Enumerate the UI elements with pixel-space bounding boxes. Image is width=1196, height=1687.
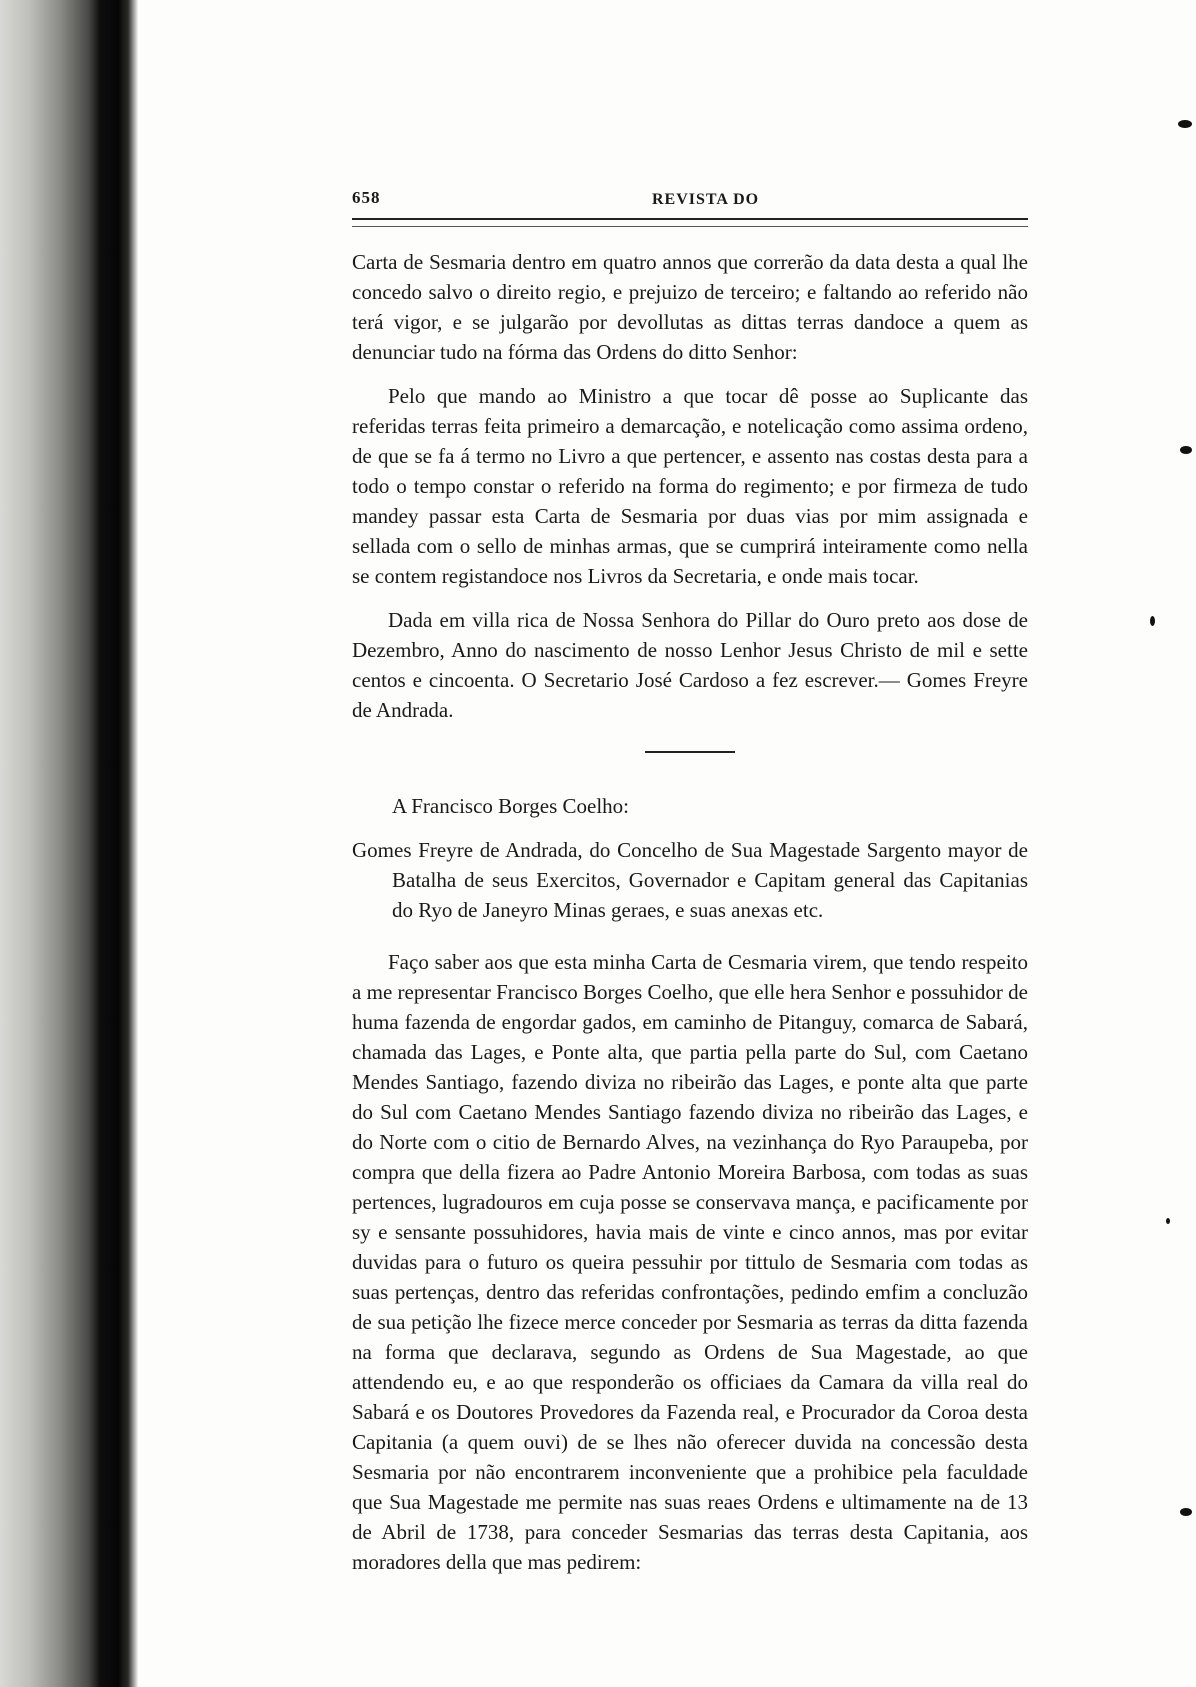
running-title: REVISTA DO xyxy=(652,191,760,208)
grant-heading xyxy=(352,835,1028,925)
paragraph: Faço saber aos que esta minha Carta de Cesmaria virem, que tendo respeito a me representar Francisco Borges Coelho, que elle hera Senhor e possuhidor de huma fazenda de engordar gados, em caminho de Pitanguy, comarca de Sabará, chamada das Lages, e Ponte alta, que partia pella parte do Sul, com Caetano Mendes Santiago, fazendo diviza no ribeirão das Lages, e ponte alta que parte do Sul com Caetano Mendes Santiago fazendo diviza no ribeirão das Lages, e do Norte com o citio de Bernardo Alves, na vezinhança do Ryo Paraupeba, por compra que della fizera ao Padre Antonio Moreira Barbosa, com todas as suas pertences, lugradouros em cuja posse se conservava mança, e pacificamente por sy e sensante possuhidores, havia mais de vinte e cinco annos, mas por evitar duvidas para o futuro os queira pessuhir por tittulo de Sesmaria com todas as suas pertenças, dentro das referidas confrontações, pedindo emfim a concluzão de sua petição lhe fizece merce conceder por Sesmaria as terras da ditta fazenda na forma que declarava, segundo as Ordens de Sua Magestade, ao que attendendo eu, e ao que responderão os officiaes da Camara da villa real do Sabará e os Doutores Provedores da Fazenda real, e Procurador da Coroa desta Capitania (a quem ouvi) de se lhes não oferecer duvida na concessão desta Sesmaria por não encontrarem inconveniente que a prohibice pela faculdade que Sua Magestade me permite nas suas reaes Ordens e ultimamente na de 13 de Abril de 1738, para conceder Sesmarias das terras desta Capitania, aos moradores della que mas pedirem: xyxy=(352,950,1028,1574)
paragraph: Pelo que mando ao Ministro a que tocar dê posse ao Suplicante das referidas terras feita primeiro a demarcação, e notelicação como assima ordeno, de que se fa á termo no Livro a que pertencer, e assento nas costas desta para a todo o tempo constar o referido na forma do regimento; e por firmeza de tudo mandey passar esta Carta de Sesmaria por duas vias por mim assignada e sellada com o sello de minhas armas, que se cumprirá inteiramente como nella se contem registandoce nos Livros da Secretaria, e onde mais tocar. xyxy=(352,384,1028,588)
scan-binding-shadow xyxy=(0,0,138,1687)
scan-speck xyxy=(1178,120,1192,128)
scan-speck xyxy=(1180,446,1192,454)
heading-text: Gomes Freyre de Andrada, do Concelho de Sua Magestade Sargento mayor de Batalha de seus Exercitos, Governador e Capitam general das Capitanias do Ryo de Janeyro Minas geraes, e suas anexas etc. xyxy=(352,838,1028,922)
section-carta-end xyxy=(352,247,1028,725)
scan-speck xyxy=(1150,616,1155,626)
page-number: 658 xyxy=(352,188,381,207)
scan-speck xyxy=(1166,1218,1170,1224)
paragraph: Dada em villa rica de Nossa Senhora do Pillar do Ouro preto aos dose de Dezembro, Anno do nascimento de nosso Lenhor Jesus Christo de mil e sette centos e cincoenta. O Secretario José Cardoso a fez escrever.— Gomes Freyre de Andrada. xyxy=(352,608,1028,722)
document-page xyxy=(352,188,1028,1577)
section-separator xyxy=(645,751,735,753)
header-rule xyxy=(352,218,1028,227)
running-header xyxy=(352,188,1028,218)
addressee-line: A Francisco Borges Coelho: xyxy=(392,794,630,818)
scan-speck xyxy=(1180,1508,1192,1516)
section-second-carta xyxy=(352,947,1028,1577)
paragraph: Carta de Sesmaria dentro em quatro annos que correrão da data desta a qual lhe concedo salvo o direito regio, e prejuizo de terceiro; e faltando ao referido não terá vigor, e se julgarão por devollutas as dittas terras dandoce a quem as denunciar tudo na fórma das Ordens do ditto Senhor: xyxy=(352,250,1028,364)
